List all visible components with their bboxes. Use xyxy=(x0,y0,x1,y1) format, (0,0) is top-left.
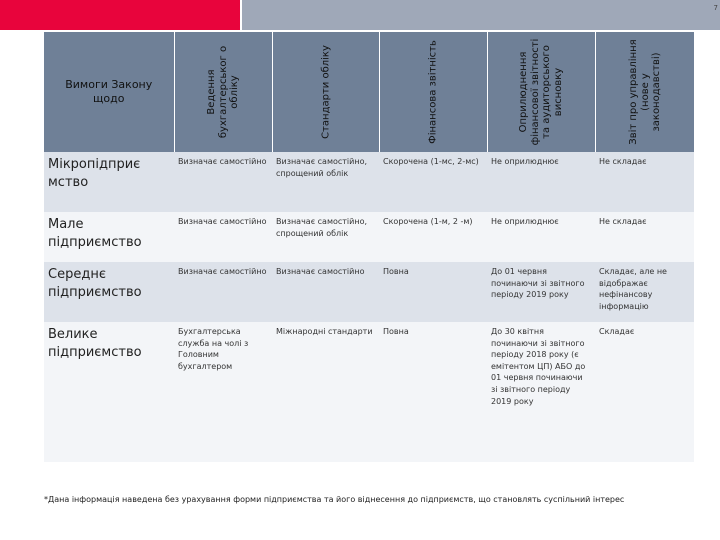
header-management-report xyxy=(595,32,694,152)
table-cell: Визначає самостійно xyxy=(272,262,379,322)
table-cell: Міжнародні стандарти xyxy=(272,322,379,462)
header-financial-reporting-label: Фінансова звітність xyxy=(427,40,439,144)
row-label: Мікропідприє мство xyxy=(44,152,174,212)
header-accounting-label: Ведення бухгалтерськог о обліку xyxy=(205,45,240,139)
table-cell: Визначає самостійно, спрощений облік xyxy=(272,212,379,262)
table-cell: Визначає самостійно xyxy=(174,262,272,322)
table-cell: Не складає xyxy=(595,212,694,262)
row-label: Мале підприємство xyxy=(44,212,174,262)
table-cell: Скорочена (1-м, 2 -м) xyxy=(379,212,487,262)
table-row xyxy=(44,262,694,322)
table-cell: Визначає самостійно, спрощений облік xyxy=(272,152,379,212)
table-cell: До 01 червня починаючи зі звітного періоду 2019 року xyxy=(487,262,595,322)
table-cell: Скорочена (1-мс, 2-мс) xyxy=(379,152,487,212)
table-cell: Повна xyxy=(379,262,487,322)
header-requirements: Вимоги Закону щодо xyxy=(44,32,174,152)
header-accounting xyxy=(174,32,272,152)
table-row xyxy=(44,152,694,212)
table-cell: Складає, але не відображає нефінансову інформацію xyxy=(595,262,694,322)
top-accent-bar xyxy=(0,0,240,30)
row-label: Велике підприємство xyxy=(44,322,174,462)
table-row xyxy=(44,212,694,262)
page-number: 7 xyxy=(713,4,718,12)
header-standards xyxy=(272,32,379,152)
table-cell: Бухгалтерська служба на чолі з Головним бухгалтером xyxy=(174,322,272,462)
table-header-row xyxy=(44,32,694,152)
header-publication-label: Оприлюднення фінансової звітності та аудиторського висновку xyxy=(518,38,564,146)
row-label: Середнє підприємство xyxy=(44,262,174,322)
header-publication xyxy=(487,32,595,152)
table-cell: До 30 квітня починаючи зі звітного періоду 2018 року (є емітентом ЦП) АБО до 01 червня починаючи зі звітного періоду 2019 року xyxy=(487,322,595,462)
top-gray-bar xyxy=(242,0,720,30)
table-cell: Не оприлюднює xyxy=(487,212,595,262)
law-requirements-table xyxy=(44,32,695,462)
table-row xyxy=(44,322,694,462)
footnote: *Дана інформація наведена без урахування форми підприємства та його віднесення до підприємств, що становлять суспільний інтерес xyxy=(44,495,625,504)
table-cell: Не оприлюднює xyxy=(487,152,595,212)
header-standards-label: Стандарти обліку xyxy=(319,45,331,139)
table-cell: Визначає самостійно xyxy=(174,152,272,212)
table-cell: Повна xyxy=(379,322,487,462)
header-financial-reporting xyxy=(379,32,487,152)
table-cell: Не складає xyxy=(595,152,694,212)
table-cell: Складає xyxy=(595,322,694,462)
header-management-report-label: Звіт про управління (нове у законодавстві) xyxy=(627,39,662,145)
table-cell: Визначає самостійно xyxy=(174,212,272,262)
